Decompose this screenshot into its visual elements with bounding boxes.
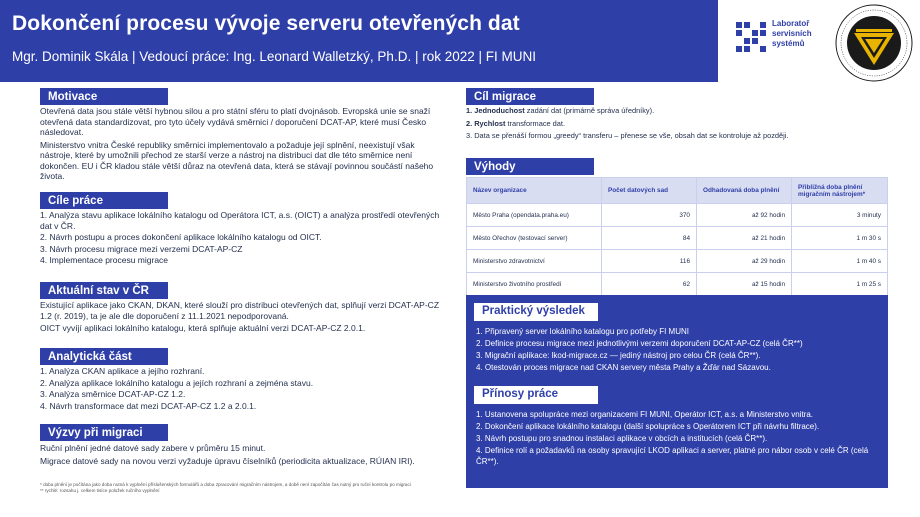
footnote: * doba plnění je počítána jako doba nutná k vyplnění příslušenských formulářů a doba zpracování migračním nástrojem, a době není započítán čas nutný pro ruční kontrolu po migraci ** rychlé: rozsahu j. celkem tisíce položek ručního vyplnění: [40, 482, 411, 493]
list-item: 2. Definice procesu migrace mezi jednotlivými verzemi doporučení DCAT-AP-CZ (celá ČR**): [476, 339, 803, 348]
prinosy-list: [476, 409, 880, 468]
list-item: 4. Implementace procesu migrace: [40, 255, 169, 265]
vyhody-heading: Výhody: [466, 158, 594, 175]
faculty-seal-icon: [834, 3, 914, 83]
prinosy-heading: Přínosy práce: [474, 386, 598, 404]
list-item: 1. Jednoduchost zadání dat (primárně správa úředníky).: [466, 106, 655, 115]
table-row: Město Praha (opendata.praha.eu) 370 až 92 hodin 3 minuty: [467, 204, 888, 227]
list-item: 3. Migrační aplikace: lkod-migrace.cz — jediný nástroj pro celou ČR (celá ČR**).: [476, 351, 761, 360]
list-item: 3. Návrh postupu pro snadnou instalaci aplikace v obcích a institucích (celá ČR**).: [476, 434, 768, 443]
list-item: 2. Analýza aplikace lokálního katalogu a jejích rozhraní a zejména stavu.: [40, 377, 314, 388]
header-banner: [0, 0, 718, 82]
list-item: 1. Ustanovena spolupráce mezi organizacemi FI MUNI, Operátor ICT, a.s. a Ministerstvo vnitra.: [476, 410, 814, 419]
results-panel: [466, 295, 888, 488]
table-row: Ministerstvo zdravotnictví 116 až 29 hodin 1 m 40 s: [467, 250, 888, 273]
stav-text: Existující aplikace jako CKAN, DKAN, které slouží pro distribuci otevřených dat, splňují verzi DCAT-AP-CZ 1.2 (r. 2019), ta je ale dle doporučení z 11.1.2021 nepodporovaná. OICT vyvíjí aplikaci lokálního katalogu, která splňuje aktuální verzi DCAT-AP-CZ 2.0.1.: [40, 300, 440, 333]
analyticka-heading: Analytická část: [40, 348, 168, 365]
logos-area: [718, 0, 920, 82]
table-row: Ministerstvo životního prostředí 62 až 15 hodin 1 m 25 s: [467, 273, 888, 296]
table-row: Město Ořechov (testovací server) 84 až 21 hodin 1 m 30 s: [467, 227, 888, 250]
list-item: 1. Analýza stavu aplikace lokálního katalogu od Operátora ICT, a.s. (OICT) a analýza prostředí otevřených dat v ČR.: [40, 210, 440, 231]
motivace-text: Otevřená data jsou stále větší hybnou silou a pro státní sféru to platí dvojnásob. Evropská unie se snaží otevřená data standardizovat, pro tyto účely vydává směrnici / doporučení DCAT-AP, které musí Česko následovat. Ministerstvo vnitra České republiky směrnici implementovalo a požaduje její splnění, neexistují však nástroje, které by umožnili přechod ze starší verze a nástroj na distribuci dat dle této směrnice není dokončen. EU i ČR kladou stále větší důraz na otevřená data, která se stávají povinnou součástí našeho života.: [40, 106, 434, 181]
cil-migrace-list: [466, 106, 886, 141]
lab-logo-text: Laboratoř servisních systémů: [772, 19, 812, 48]
stav-heading: Aktuální stav v ČR: [40, 282, 168, 299]
table-header-row: [467, 178, 888, 204]
column-header: Odhadovaná doba plnění: [697, 178, 792, 204]
list-item: 2. Rychlost transformace dat.: [466, 118, 565, 128]
motivace-heading: Motivace: [40, 88, 168, 105]
column-header: Počet datových sad: [602, 178, 697, 204]
column-header: Název organizace: [467, 178, 602, 204]
list-item: 4. Otestován proces migrace nad CKAN servery města Prahy a Žďár nad Sázavou.: [476, 363, 771, 372]
cil-migrace-heading: Cíl migrace: [466, 88, 594, 105]
cile-list: [40, 210, 445, 267]
cile-heading: Cíle práce: [40, 192, 168, 209]
list-item: 3. Data se přenáší formou „greedy“ transferu – přenese se vše, obsah dat se kontroluje až později.: [466, 131, 789, 141]
list-item: 2. Dokončení aplikace lokálního katalogu (další spolupráce s Operátorem ICT při návrhu filtrace).: [476, 422, 820, 431]
benefits-table: [466, 177, 888, 296]
list-item: 1. Analýza CKAN aplikace a jejího rozhraní.: [40, 366, 205, 376]
lab-logo-icon: [736, 22, 766, 52]
list-item: 1. Připravený server lokálního katalogu pro potřeby FI MUNI: [476, 327, 689, 336]
list-item: 4. Definice rolí a požadavků na osoby spravující LKOD aplikaci a server, platné pro nábor osob v celé ČR (celá ČR**).: [476, 446, 869, 466]
list-item: 4. Návrh transformace dat mezi DCAT-AP-CZ 1.2 a 2.0.1.: [40, 400, 257, 411]
vyzvy-text: Ruční plnění jedné datové sady zabere v průměru 15 minut. Migrace datové sady na novou verzi vyžaduje úpravu číselníků (periodicita aktualizace, RÚIAN IRI).: [40, 443, 415, 466]
analyticka-list: [40, 366, 445, 412]
list-item: 3. Analýza směrnice DCAT-AP-CZ 1.2.: [40, 389, 186, 399]
list-item: 2. Návrh postupu a proces dokončení aplikace lokálního katalogu od OICT.: [40, 232, 322, 242]
vyzvy-heading: Výzvy při migraci: [40, 424, 168, 441]
page-title: Dokončení procesu vývoje serveru otevřených dat: [12, 12, 520, 35]
prakticky-list: [476, 326, 880, 374]
page-subtitle: Mgr. Dominik Skála | Vedoucí práce: Ing. Leonard Walletzký, Ph.D. | rok 2022 | FI MUNI: [12, 49, 536, 64]
list-item: 3. Návrh procesu migrace mezi verzemi DCAT-AP-CZ: [40, 243, 243, 254]
column-header: Přibližná doba plnění migračním nástrojem*: [792, 178, 888, 204]
prakticky-heading: Praktický výsledek: [474, 303, 598, 321]
